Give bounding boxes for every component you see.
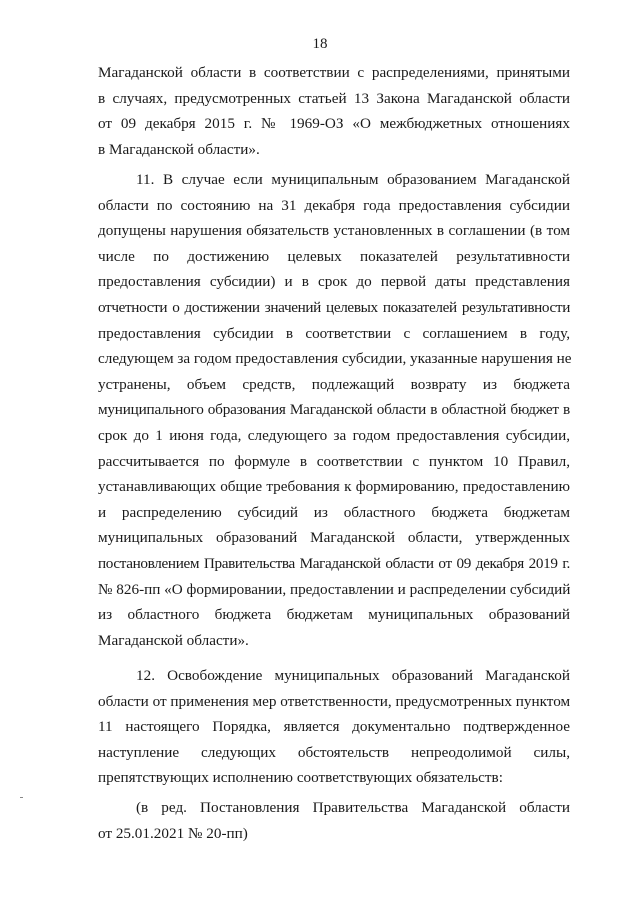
text-line: постановлением Правительства Магаданской области от 09 декабря 2019 г. <box>98 554 570 572</box>
text-line: в случаях, предусмотренных статьей 13 Закона Магаданской области <box>98 89 570 107</box>
text-line: рассчитывается по формуле в соответствии с пунктом 10 Правил, <box>98 452 570 470</box>
text-line: и распределению субсидий из областного бюджета бюджетам <box>98 503 570 521</box>
text-line: (в ред. Постановления Правительства Магаданской области <box>136 799 570 816</box>
text-line: от 25.01.2021 № 20-пп) <box>98 824 248 842</box>
text-line: предоставления субсидии) и в срок до первой даты представления <box>98 273 570 291</box>
text-line: отчетности о достижении значений целевых показателей результативности <box>98 298 570 316</box>
text-line: числе по достижению целевых показателей результативности <box>98 247 570 265</box>
text-line: 12. Освобождение муниципальных образований Магаданской <box>136 667 570 684</box>
text-line: 11 настоящего Порядка, является документально подтвержденное <box>98 718 570 736</box>
text-line: следующем за годом предоставления субсидии, указанные нарушения не <box>98 350 572 368</box>
paragraph-11 <box>98 167 570 653</box>
text-line: устанавливающих общие требования к формированию, предоставлению <box>98 478 570 496</box>
amendment-note <box>98 795 570 846</box>
text-line: срок до 1 июня года, следующего за годом предоставления субсидии, <box>98 426 570 444</box>
text-line: муниципальных образований Магаданской области, утвержденных <box>98 529 570 547</box>
paragraph-continuation <box>98 60 570 162</box>
text-line: устранены, объем средств, подлежащий возврату из бюджета <box>98 375 570 393</box>
text-line: от 09 декабря 2015 г. № 1969-ОЗ «О межбюджетных отношениях <box>98 115 570 133</box>
text-line: Магаданской области». <box>98 631 249 649</box>
text-line: 11. В случае если муниципальным образованием Магаданской <box>136 171 570 188</box>
text-line: области от применения мер ответственности, предусмотренных пунктом <box>98 692 571 710</box>
text-line: области по состоянию на 31 декабря года предоставления субсидии <box>98 196 570 214</box>
text-line: № 826-пп «О формировании, предоставлении и распределении субсидий <box>98 580 571 598</box>
text-line: наступление следующих обстоятельств непреодолимой силы, <box>98 743 570 761</box>
text-line: Магаданской области в соответствии с распределениями, принятыми <box>98 64 570 81</box>
text-line: допущены нарушения обязательств установленных в соглашении (в том <box>98 222 570 240</box>
text-line: в Магаданской области». <box>98 140 260 158</box>
text-line: муниципального образования Магаданской области в областной бюджет в <box>98 401 570 419</box>
page-number: 18 <box>312 36 328 52</box>
paragraph-12 <box>98 663 570 791</box>
text-line: предоставления субсидии в соответствии с соглашением в году, <box>98 324 570 342</box>
scan-mark <box>20 797 23 798</box>
text-line: из областного бюджета бюджетам муниципальных образований <box>98 606 570 624</box>
text-line: препятствующих исполнению соответствующих обязательств: <box>98 769 503 787</box>
